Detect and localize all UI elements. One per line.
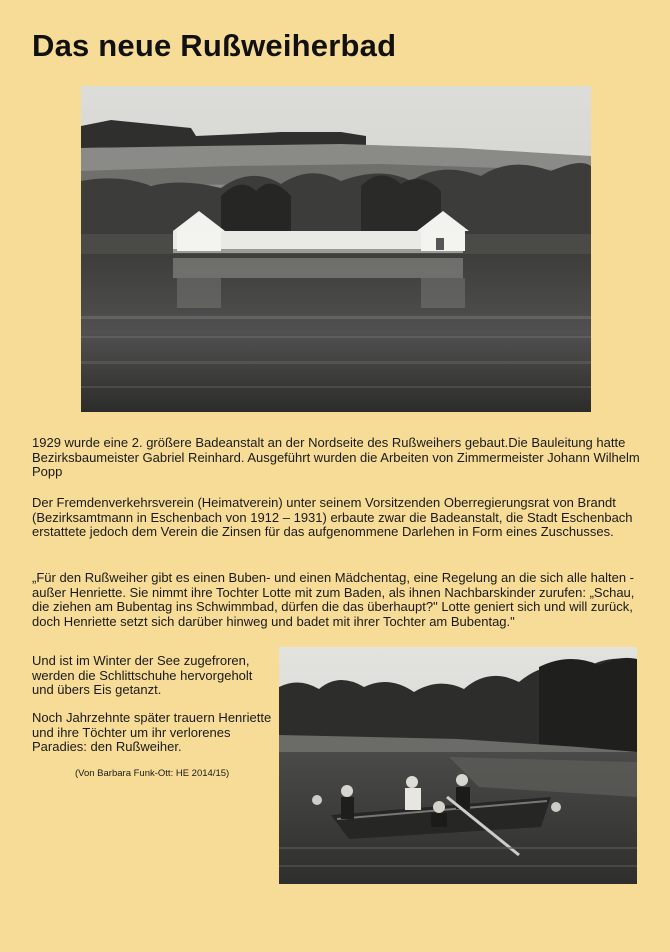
- paragraph-paradise: Noch Jahrzehnte später trauern Henriette und ihre Töchter um ihr verlorenes Paradies: den Rußweiher.: [32, 710, 272, 755]
- paragraph-winter: Und ist im Winter der See zugefroren, werden die Schlittschuhe hervorgeholt und übers Eis getanzt.: [32, 653, 253, 698]
- paragraph-association: Der Fremdenverkehrsverein (Heimatverein) unter seinem Vorsitzenden Oberregierungsrat von Brandt (Bezirksamtmann in Eschenbach von 1912 – 1931) erbaute zwar die Badeanstalt, die Stadt Eschenbach erstattete jedoch dem Verein die Zinsen für das aufgenommene Darlehen in Form eines Zuschusses.: [32, 495, 633, 540]
- bathhouse-photo: [81, 86, 591, 412]
- paragraph-construction: 1929 wurde eine 2. größere Badeanstalt an der Nordseite des Rußweihers gebaut.Die Bauleitung hatte Bezirksbaumeister Gabriel Reinhard. Ausgeführt wurden die Arbeiten von Zimmermeister Johann Wilhelm Popp: [32, 435, 640, 480]
- page-title: Das neue Rußweiherbad: [32, 28, 397, 63]
- author-credit: (Von Barbara Funk-Ott: HE 2014/15): [75, 768, 230, 779]
- rowboat-photo: [279, 647, 637, 884]
- paragraph-quote: „Für den Rußweiher gibt es einen Buben- und einen Mädchentag, eine Regelung an die sich alle halten - außer Henriette. Sie nimmt ihre Tochter Lotte mit zum Baden, als ihnen Nachbarskinder zurufen: „Schau, die ziehen am Bubentag ins Schwimmbad, dürfen die das überhaupt?" Lotte geniert sich und will zurück, doch Henriette setzt sich darüber hinweg und badet mit ihrer Tochter am Bubentag.": [32, 570, 635, 629]
